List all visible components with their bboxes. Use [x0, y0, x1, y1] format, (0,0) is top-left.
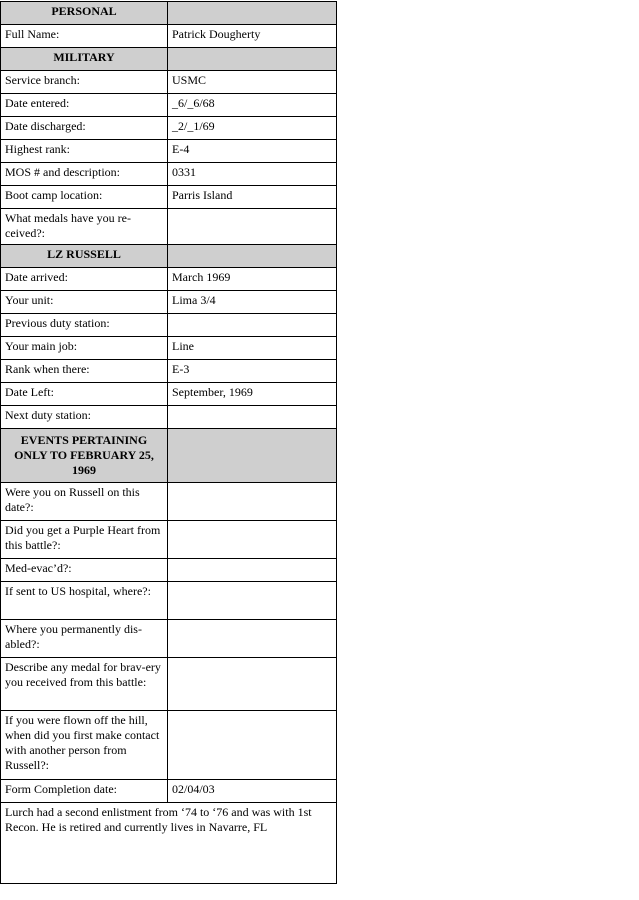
section-title: MILITARY: [1, 48, 168, 71]
field-label: Date discharged:: [1, 117, 168, 140]
form-row: [1, 94, 337, 117]
form-row: [1, 337, 337, 360]
field-value: [168, 521, 337, 559]
field-label: MOS # and description:: [1, 163, 168, 186]
section-title: PERSONAL: [1, 2, 168, 25]
form-row: [1, 163, 337, 186]
form-row: [1, 483, 337, 521]
form-row: [1, 521, 337, 559]
field-label: Your unit:: [1, 291, 168, 314]
form-row: [1, 117, 337, 140]
field-value: [168, 658, 337, 711]
form-row: [1, 360, 337, 383]
form-row: [1, 406, 337, 429]
field-label: Service branch:: [1, 71, 168, 94]
field-label: Your main job:: [1, 337, 168, 360]
field-label: Med-evac’d?:: [1, 559, 168, 582]
field-value: _2/_1/69: [168, 117, 337, 140]
form-row: [1, 140, 337, 163]
field-value: [168, 209, 337, 245]
field-label: Rank when there:: [1, 360, 168, 383]
form-row: [1, 314, 337, 337]
form-row: [1, 71, 337, 94]
field-label: Full Name:: [1, 25, 168, 48]
form-row: [1, 658, 337, 711]
field-value: E-3: [168, 360, 337, 383]
form-row: [1, 383, 337, 406]
field-value: _6/_6/68: [168, 94, 337, 117]
form-row: [1, 559, 337, 582]
field-value: [168, 483, 337, 521]
field-label: Did you get a Purple Heart from this battle?:: [1, 521, 168, 559]
section-header-blank: [168, 245, 337, 268]
form-row: [1, 711, 337, 780]
field-value: USMC: [168, 71, 337, 94]
field-label: Boot camp location:: [1, 186, 168, 209]
field-value: [168, 559, 337, 582]
field-value: [168, 620, 337, 658]
field-label: If you were flown off the hill, when did you first make contact with another person from Russell?:: [1, 711, 168, 780]
field-label: Previous duty station:: [1, 314, 168, 337]
section-title: EVENTS PERTAINING ONLY TO FEBRUARY 25, 1969: [1, 429, 168, 483]
field-label: If sent to US hospital, where?:: [1, 582, 168, 620]
section-header-events: [1, 429, 337, 483]
section-header-blank: [168, 48, 337, 71]
field-value: [168, 582, 337, 620]
form-row: [1, 268, 337, 291]
field-label: Where you permanently dis-abled?:: [1, 620, 168, 658]
section-header-blank: [168, 429, 337, 483]
field-label: Date entered:: [1, 94, 168, 117]
field-label: Date Left:: [1, 383, 168, 406]
field-value: March 1969: [168, 268, 337, 291]
form-row: [1, 186, 337, 209]
field-label: Form Completion date:: [1, 780, 168, 803]
form-row: [1, 620, 337, 658]
field-value: Line: [168, 337, 337, 360]
field-value: [168, 314, 337, 337]
form-row: [1, 582, 337, 620]
field-label: What medals have you re-ceived?:: [1, 209, 168, 245]
field-label: Highest rank:: [1, 140, 168, 163]
section-header-military: [1, 48, 337, 71]
notes-text: Lurch had a second enlistment from ‘74 to ‘76 and was with 1st Recon. He is retired and currently lives in Navarre, FL: [1, 803, 337, 884]
form-row: [1, 291, 337, 314]
notes-row: [1, 803, 337, 884]
section-header-blank: [168, 2, 337, 25]
field-value: September, 1969: [168, 383, 337, 406]
field-value: E-4: [168, 140, 337, 163]
field-label: Were you on Russell on this date?:: [1, 483, 168, 521]
section-header-personal: [1, 2, 337, 25]
form-row: [1, 780, 337, 803]
section-title: LZ RUSSELL: [1, 245, 168, 268]
field-value: Lima 3/4: [168, 291, 337, 314]
form-row: [1, 25, 337, 48]
field-value: 02/04/03: [168, 780, 337, 803]
field-label: Describe any medal for brav-ery you received from this battle:: [1, 658, 168, 711]
form-row: [1, 209, 337, 245]
field-label: Next duty station:: [1, 406, 168, 429]
field-label: Date arrived:: [1, 268, 168, 291]
field-value: Patrick Dougherty: [168, 25, 337, 48]
veteran-form-table: [0, 1, 337, 884]
section-header-lz-russell: [1, 245, 337, 268]
field-value: Parris Island: [168, 186, 337, 209]
field-value: [168, 711, 337, 780]
field-value: [168, 406, 337, 429]
field-value: 0331: [168, 163, 337, 186]
